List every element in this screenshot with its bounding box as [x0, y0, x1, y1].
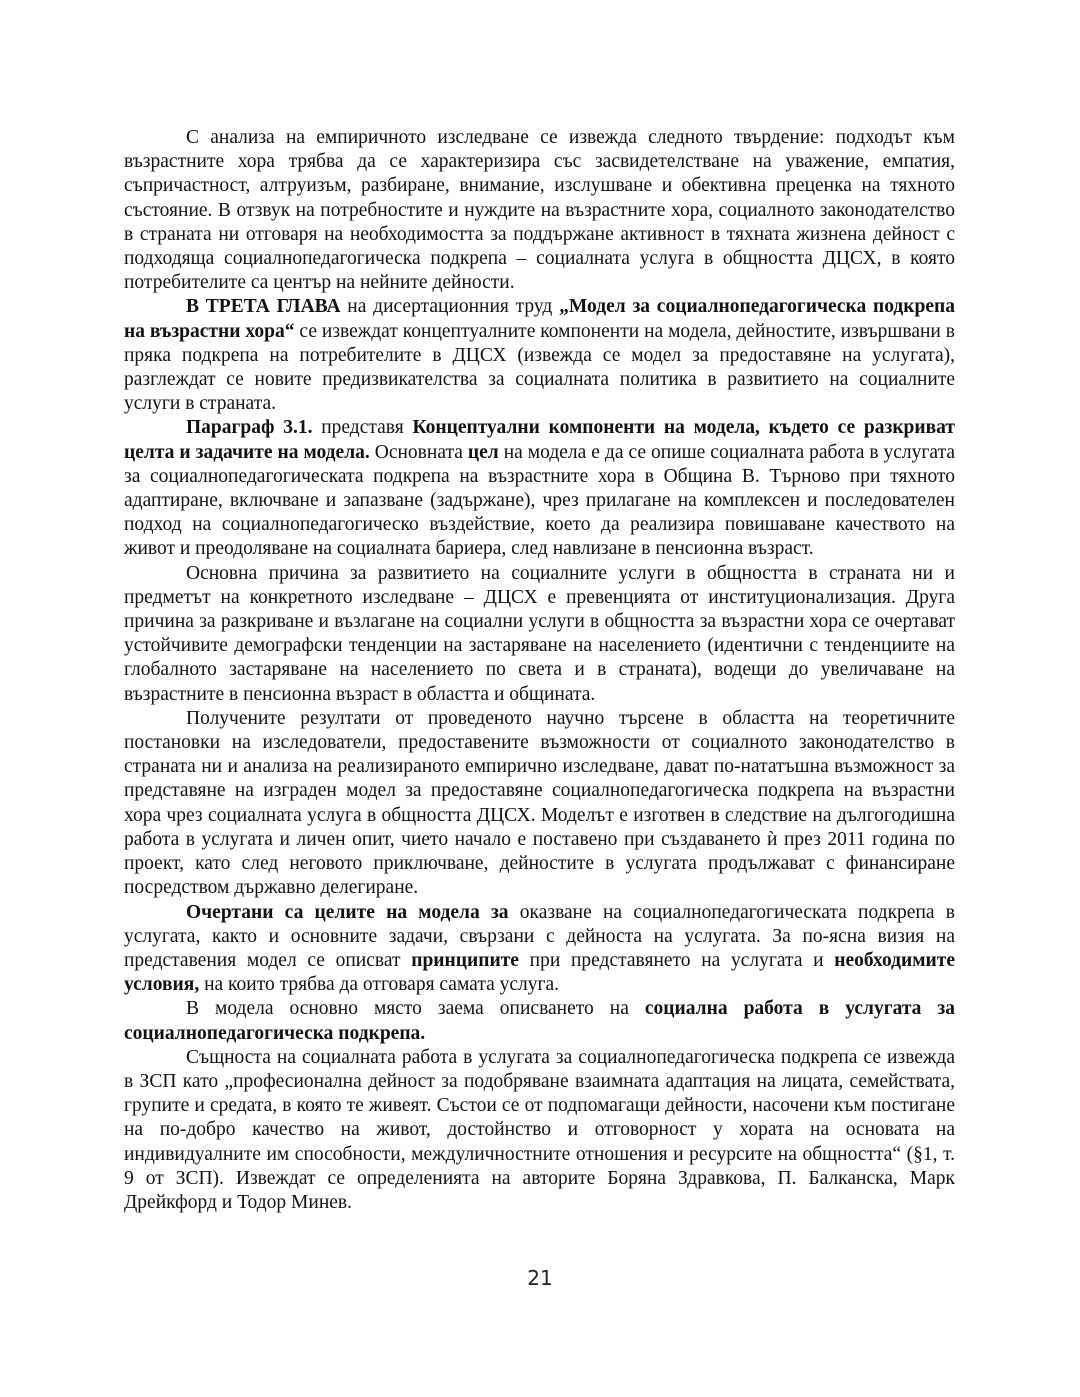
paragraph	[124, 997, 955, 1045]
paragraph	[124, 707, 955, 901]
body-text: Основната	[369, 441, 468, 463]
bold-text: цел	[467, 441, 499, 463]
body-text: В модела основно място заема описването на	[186, 998, 645, 1020]
bold-text: Параграф 3.1.	[186, 417, 313, 439]
paragraph	[124, 416, 955, 561]
bold-text: Очертани са целите на модела за	[186, 901, 509, 923]
paragraph	[124, 562, 955, 707]
body-text: при представянето на услугата и	[518, 949, 835, 971]
page-number: 21	[527, 1266, 553, 1290]
body-text: Същноста на социалната работа в услугата за социалнопедагогическа подкрепа се извежда в ЗСП като „професионална дейност за подобряване взаимната адаптация на лицата, семействата, групите и средата, в която те живеят. Състои се от подпомагащи дейности, насочени към постигане на по-добро качество на живот, достойнство и отговорност у хората на основата на индивидуалните им способности, междуличностните отношения и ресурсите на общността“ (§1, т. 9 от ЗСП). Извеждат се определенията на авторите Боряна Здравкова, П. Балканска, Марк Дрейкфорд и Тодор Минев.	[124, 1046, 955, 1213]
bold-text: В ТРЕТА ГЛАВА	[186, 296, 341, 318]
paragraph	[124, 901, 955, 998]
body-text: Получените резултати от проведеното научно търсене в областта на теоретичните постановки на изследователи, предоставените възможности от социалното законодателство в страната ни и анализа на реализираното емпирично изследване, дават по-нататъшна възможност за представяне на изграден модел за предоставяне социалнопедагогическа подкрепа на възрастни хора чрез социалната услуга в общността ДЦСХ. Моделът е изготвен в следствие на дългогодишна работа в услугата и личен опит, чието начало е поставено при създаването ѝ през 2011 година по проект, като след неговото приключване, дейностите в услугата продължават с финансиране посредством държавно делегиране.	[124, 707, 955, 899]
bold-text: социална работа в услугата за социалнопедагогическа подкрепа.	[124, 998, 955, 1044]
bold-text: необходимите условия,	[124, 949, 955, 996]
body-text: се извеждат концептуалните компоненти на модела, дейностите, извършвани в пряка подкрепа на потребителите в ДЦСХ (извежда се модел за предоставяне на услугата), разглеждат се новите предизвикателства за социалната политика в развитието на социалните услуги в страната.	[124, 320, 955, 415]
body-text: Основна причина за развитието на социалните услуги в общността в страната ни и предметът на конкретното изследване – ДЦСХ е превенцията от институционализация. Друга причина за разкриване и възлагане на социални услуги в общността за възрастни хора се очертават устойчивите демографски тенденции на застаряване на населението (идентични с тенденциите на глобалното застаряване на населението по света и в страната), водещи до увеличаване на възрастните в пенсионна възраст в областта и общината.	[124, 562, 955, 705]
paragraph	[124, 295, 955, 416]
paragraph	[124, 126, 955, 295]
bold-text: принципите	[411, 949, 519, 971]
body-text: на дисертационния труд	[340, 296, 560, 318]
body-text: на модела е да се опише социалната работа в услугата за социалнопедагогическата подкрепа на възрастните хора в Община В. Търново при тяхното адаптиране, включване и запазване (задържане), чрез прилагане на комплексен и последователен подход на социалнопедагогическо въздействие, което да реализира повишаване качеството на живот и преодоляване на социалната бариера, след навлизане в пенсионна възраст.	[124, 441, 955, 560]
paragraph	[124, 1046, 955, 1215]
body-text: на които трябва да отговаря самата услуга.	[199, 974, 560, 996]
body-text: оказване на социалнопедагогическата подкрепа в услугата, както и основните задачи, свързани с дейноста на услугата. За по-ясна визия на представения модел се описват	[124, 901, 955, 971]
body-text: С анализа на емпиричното изследване се извежда следното твърдение: подходът към възрастните хора трябва да се характеризира със засвидетелстване на уважение, емпатия, съпричастност, алтруизъм, разбиране, внимание, изслушване и обективна преценка на тяхното състояние. В отзвук на потребностите и нуждите на възрастните хора, социалното законодателство в страната ни отговаря на необходимостта за поддържане активност в тяхната жизнена дейност с подходяща социалнопедагогическа подкрепа – социалната услуга в общността ДЦСХ, в която потребителите са център на нейните дейности.	[124, 127, 955, 294]
body-text: представя	[312, 417, 413, 439]
bold-text: „Модел за социалнопедагогическа подкрепа на възрастни хора“	[124, 296, 955, 342]
document-body	[124, 126, 955, 1215]
bold-text: Концептуални компоненти на модела, където се разкриват целта и задачите на модела.	[124, 417, 955, 463]
